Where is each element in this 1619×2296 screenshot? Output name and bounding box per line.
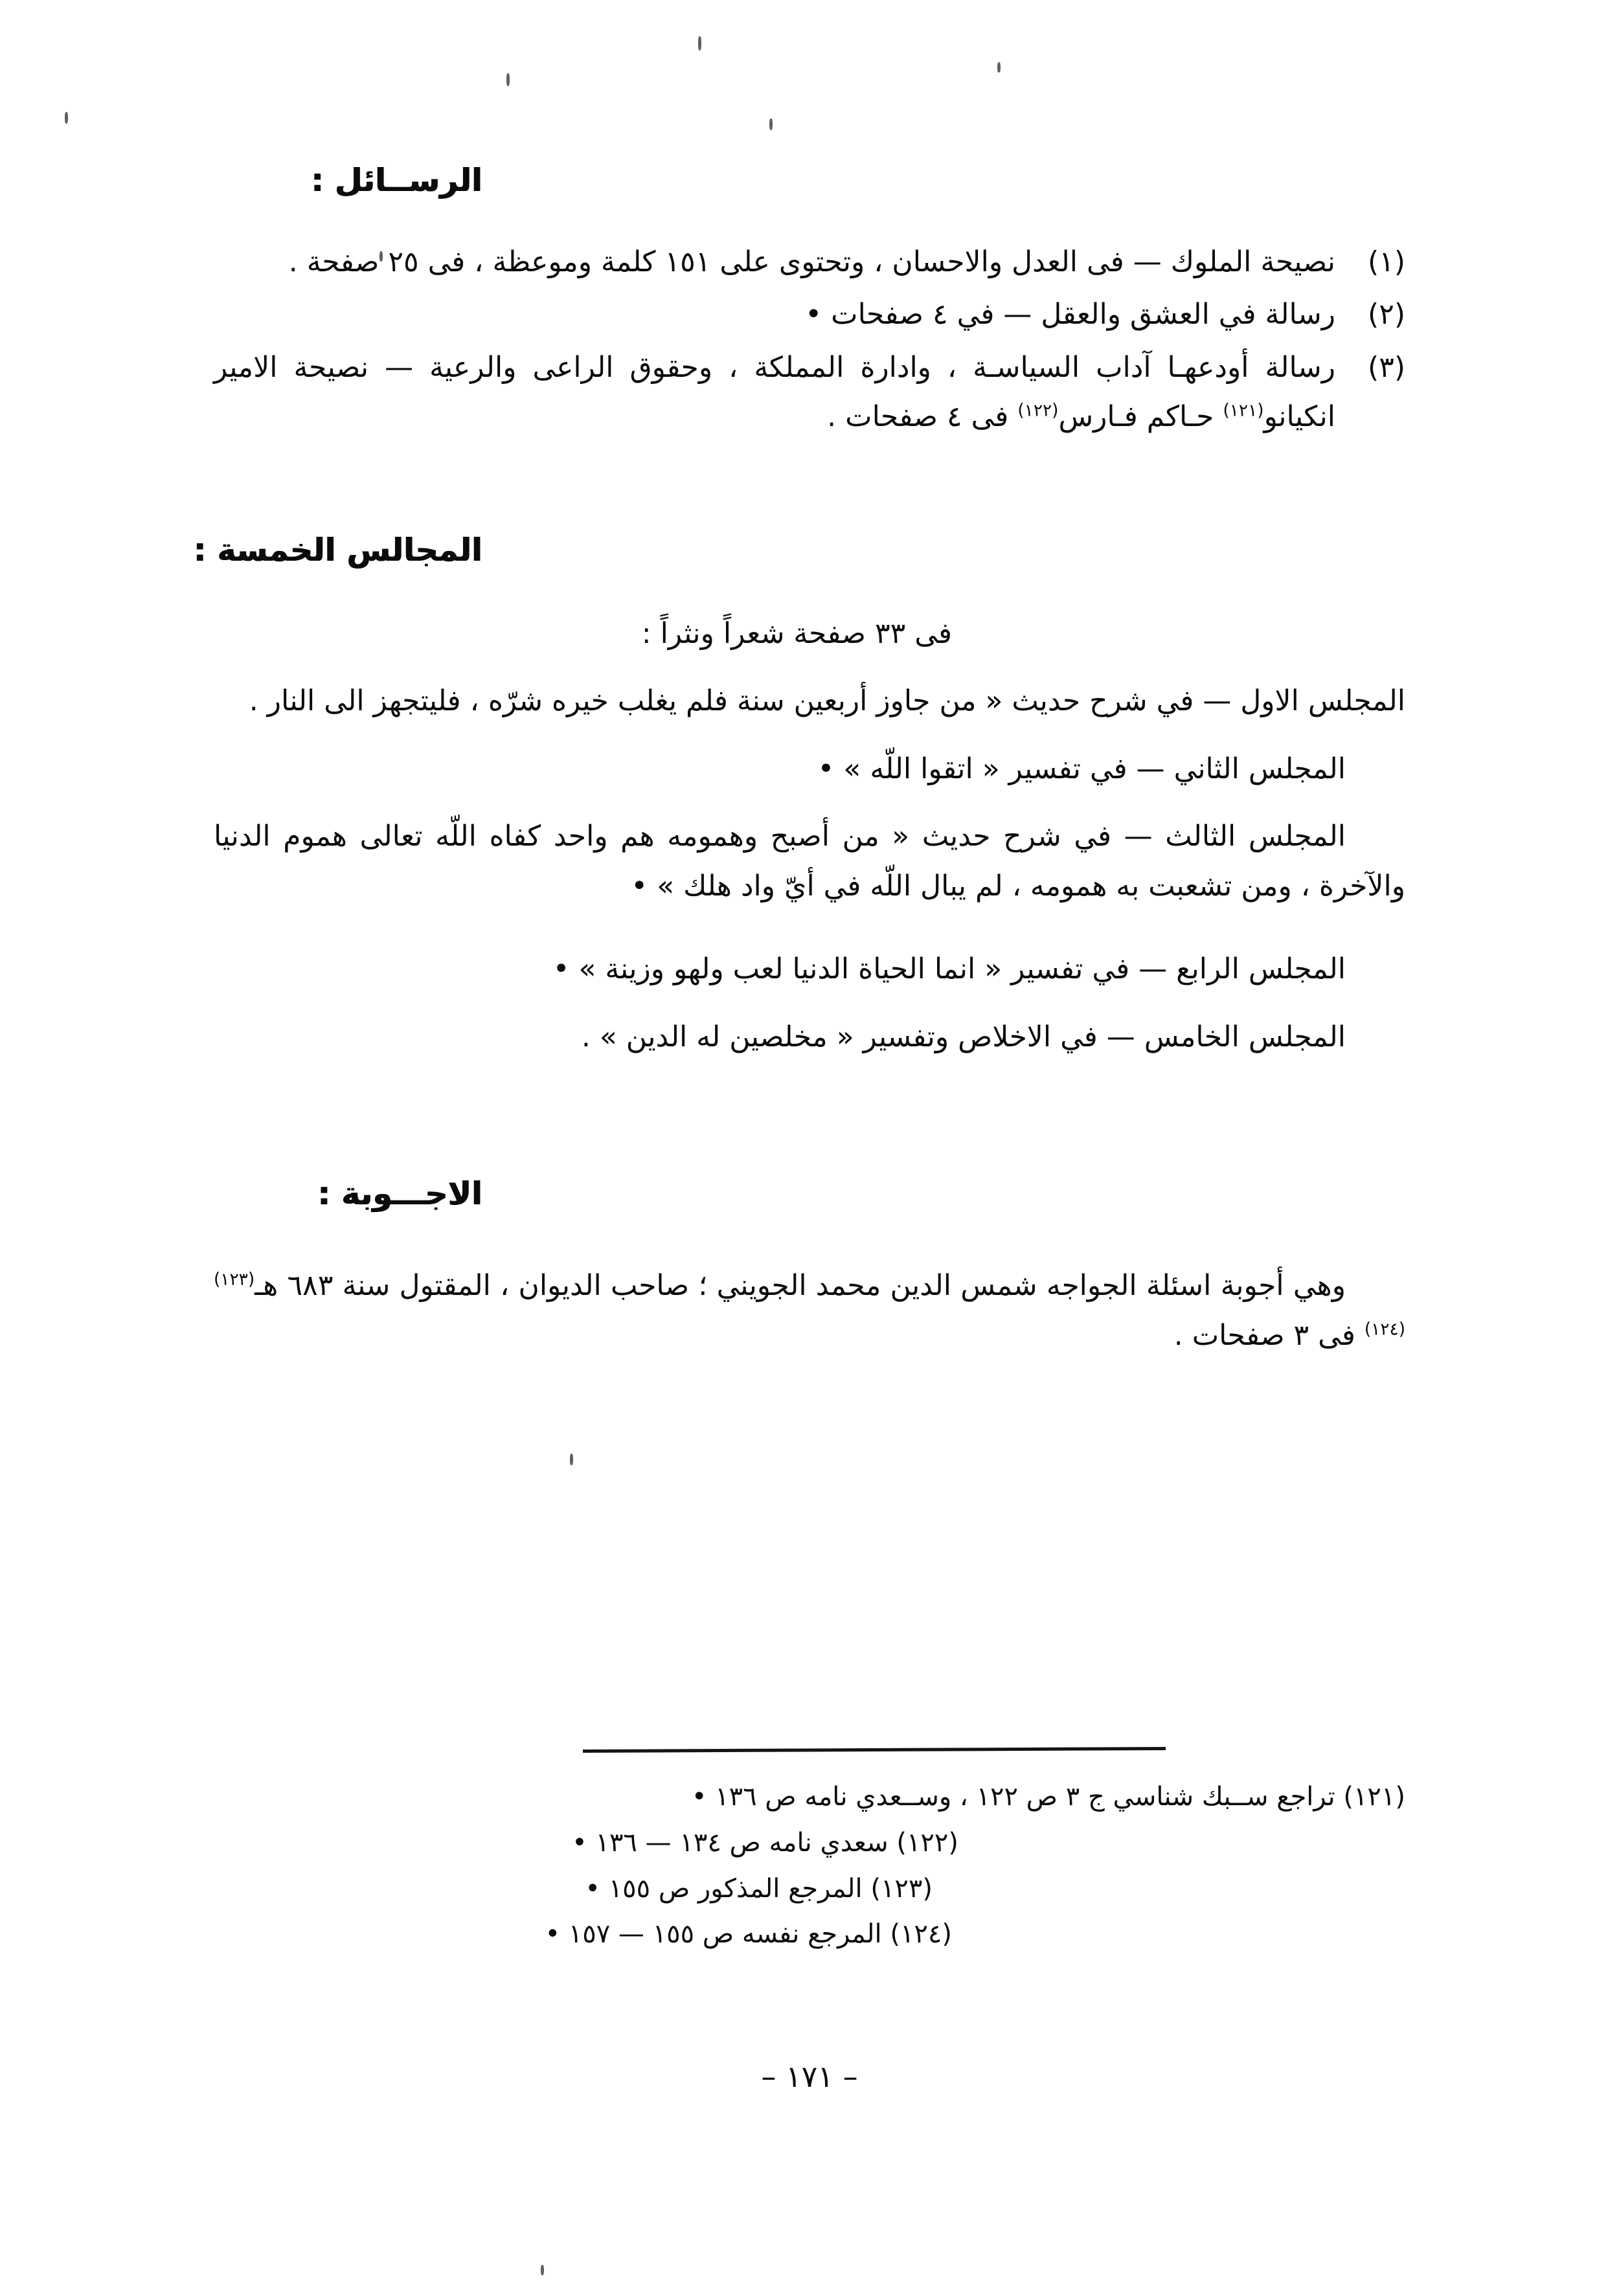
- footnote-separator-rule: [583, 1747, 1166, 1753]
- ajwiba-text-b: فى ٣ صفحات .: [1173, 1318, 1364, 1352]
- footnotes-block: [214, 1748, 1405, 1959]
- footnote-121: [214, 1776, 1405, 1818]
- list-item: [214, 343, 1405, 441]
- footnote-124: [214, 1913, 1405, 1955]
- list-marker-3: (٣): [1368, 351, 1405, 385]
- footnote-marker-122: (١٢٢): [896, 1827, 958, 1858]
- footnote-ref-123: (١٢٣): [214, 1269, 255, 1290]
- footnote-ref-122: (١٢٢): [1017, 400, 1059, 421]
- page-body: [193, 162, 1405, 1360]
- page-number: – ١٧١ –: [761, 2059, 858, 2094]
- footnote-text-121: تراجع ســبك شناسي ج ٣ ص ١٢٢ ، وســعدي نامه ص ١٣٦ •: [691, 1782, 1335, 1812]
- scan-speck: [65, 112, 68, 124]
- scan-speck: [769, 118, 773, 130]
- list-item-text-3b: حـاكم فـارس: [1058, 400, 1223, 433]
- footnote-text-124: المرجع نفسه ص ١٥٥ — ١٥٧ •: [545, 1919, 882, 1950]
- footnote-marker-123: (١٢٣): [870, 1873, 933, 1904]
- majlis-entry-2: المجلس الثاني — في تفسير « اتقوا اللّه » •: [817, 752, 1346, 785]
- ajwiba-paragraph: [214, 1261, 1405, 1360]
- section-heading-risail: الرســائل :: [311, 162, 482, 199]
- footnote-ref-124: (١٢٤): [1364, 1319, 1405, 1340]
- majlis-entry-3: المجلس الثالث — في شرح حديث « من أصبح وهمومه هم واحد كفاه اللّه تعالى هموم الدنيا والآخرة ، ومن تشعبت به همومه ، لم يبال اللّه في أيّ واد هلك » •: [214, 820, 1405, 903]
- footnote-text-122: سعدي نامه ص ١٣٤ — ١٣٦ •: [572, 1827, 889, 1858]
- footnote-ref-121: (١٢١): [1223, 400, 1264, 421]
- footnote-122: [214, 1822, 1405, 1864]
- section-heading-ajwiba: الاجـــوبة :: [317, 1175, 482, 1213]
- list-item: [214, 290, 1405, 339]
- majlis-entry-5: المجلس الخامس — في الاخلاص وتفسير « مخلصين له الدين » .: [581, 1020, 1346, 1053]
- risail-list: [214, 238, 1405, 442]
- majalis-lead: فى ٣٣ صفحة شعراً ونثراً :: [641, 617, 952, 651]
- scan-speck: [997, 62, 1001, 73]
- list-marker-1: (١): [1368, 245, 1405, 278]
- scan-speck: [541, 2265, 544, 2275]
- list-item-text-3c: فى ٤ صفحات .: [827, 400, 1018, 433]
- list-item-text-3a: رسالة أودعهـا آداب السياسـة ، وادارة المملكة ، وحقوق الراعى والرعية — نصيحة الامير انكيانو: [214, 351, 1335, 433]
- ajwiba-text-a: وهي أجوبة اسئلة الجواجه شمس الدين محمد الجويني ؛ صاحب الديوان ، المقتول سنة ٦٨٣ هـ: [255, 1269, 1346, 1303]
- footnote-text-123: المرجع المذكور ص ١٥٥ •: [585, 1873, 863, 1904]
- list-item-text-1: نصيحة الملوك — فى العدل والاحسان ، وتحتوى على ١٥١ كلمة وموعظة ، فى ٢٥ صفحة .: [288, 245, 1335, 278]
- footnote-123: [214, 1868, 1405, 1910]
- majlis-entry-1: المجلس الاول — في شرح حديث « من جاوز أربعين سنة فلم يغلب خيره شرّه ، فليتجهز الى النار .: [249, 684, 1405, 718]
- scan-speck: [506, 73, 510, 86]
- scan-speck: [698, 36, 701, 51]
- footnote-marker-124: (١٢٤): [890, 1919, 952, 1950]
- section-heading-majalis: المجالس الخمسة :: [193, 532, 482, 569]
- list-item: [214, 238, 1405, 287]
- scan-speck: [570, 1454, 573, 1465]
- footnote-marker-121: (١٢١): [1343, 1782, 1405, 1812]
- majlis-entry-4: المجلس الرابع — في تفسير « انما الحياة الدنيا لعب ولهو وزينة » •: [552, 952, 1346, 986]
- list-marker-2: (٢): [1368, 298, 1405, 332]
- list-item-text-2: رسالة في العشق والعقل — في ٤ صفحات •: [805, 298, 1335, 332]
